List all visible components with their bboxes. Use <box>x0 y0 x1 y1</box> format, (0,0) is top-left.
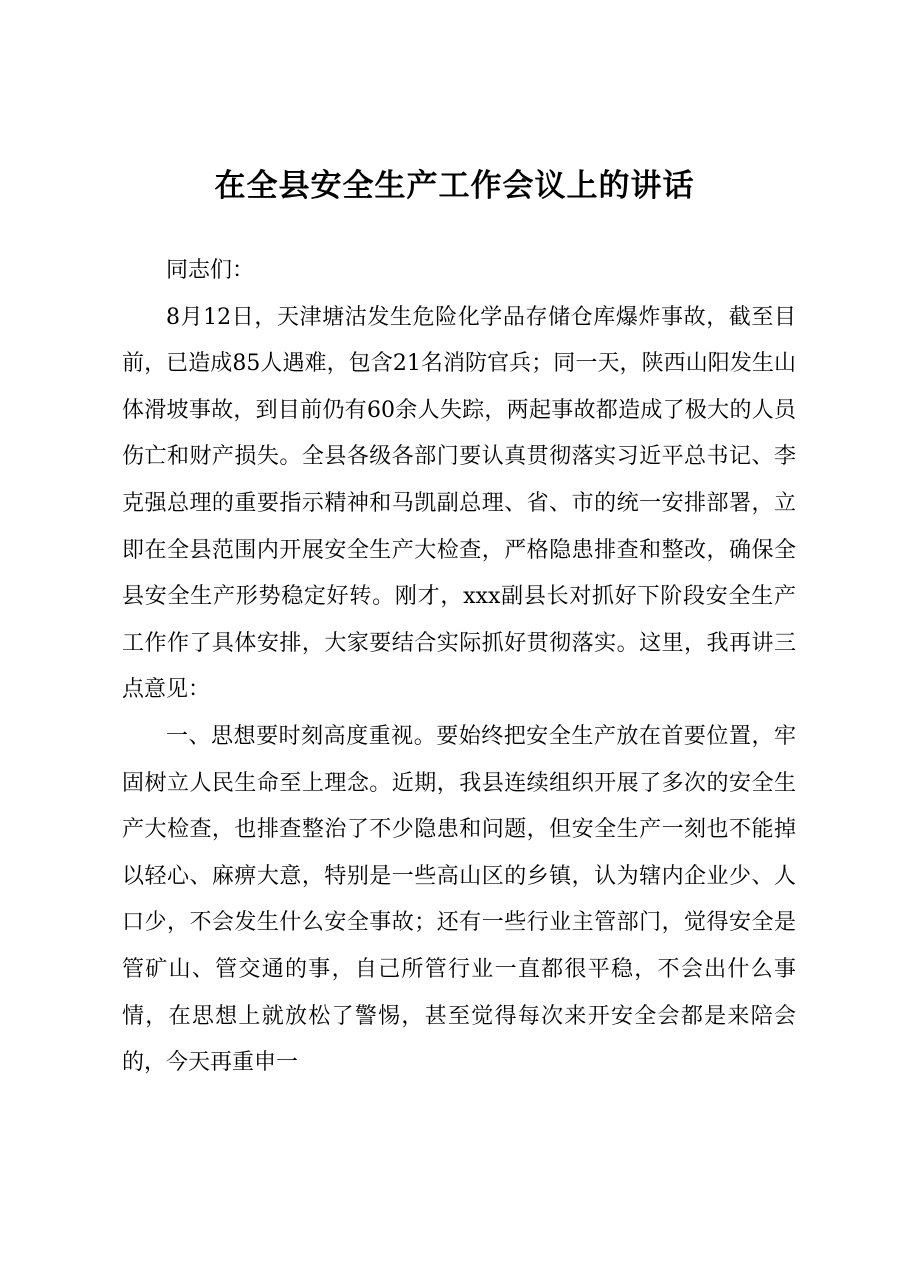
intro-paragraph: 8月12日，天津塘沽发生危险化学品存储仓库爆炸事故，截至目前，已造成85人遇难，包含21名消防官兵；同一天，陕西山阳发生山体滑坡事故，到目前仍有60余人失踪，两起事故都造成了极大的人员伤亡和财产损失。全县各级各部门要认真贯彻落实习近平总书记、李克强总理的重要指示精神和马凯副总理、省、市的统一安排部署，立即在全县范围内开展安全生产大检查，严格隐患排查和整改，确保全县安全生产形势稳定好转。刚才，xxx副县长对抓好下阶段安全生产工作作了具体安排，大家要结合实际抓好贯彻落实。这里，我再讲三点意见： <box>122 304 796 703</box>
point-one-paragraph: 一、思想要时刻高度重视。要始终把安全生产放在首要位置，牢固树立人民生命至上理念。近期，我县连续组织开展了多次的安全生产大检查，也排查整治了不少隐患和问题，但安全生产一刻也不能掉以轻心、麻痹大意，特别是一些高山区的乡镇，认为辖内企业少、人口少，不会发生什么安全事故；还有一些行业主管部门，觉得安全是管矿山、管交通的事，自己所管行业一直都很平稳，不会出什么事情，在思想上就放松了警惕，甚至觉得每次来开安全会都是来陪会的，今天再重申一 <box>122 723 796 1076</box>
document-body <box>122 248 796 1087</box>
salutation-paragraph: 同志们： <box>166 258 255 283</box>
document-title: 在全县安全生产工作会议上的讲话 <box>214 168 695 204</box>
